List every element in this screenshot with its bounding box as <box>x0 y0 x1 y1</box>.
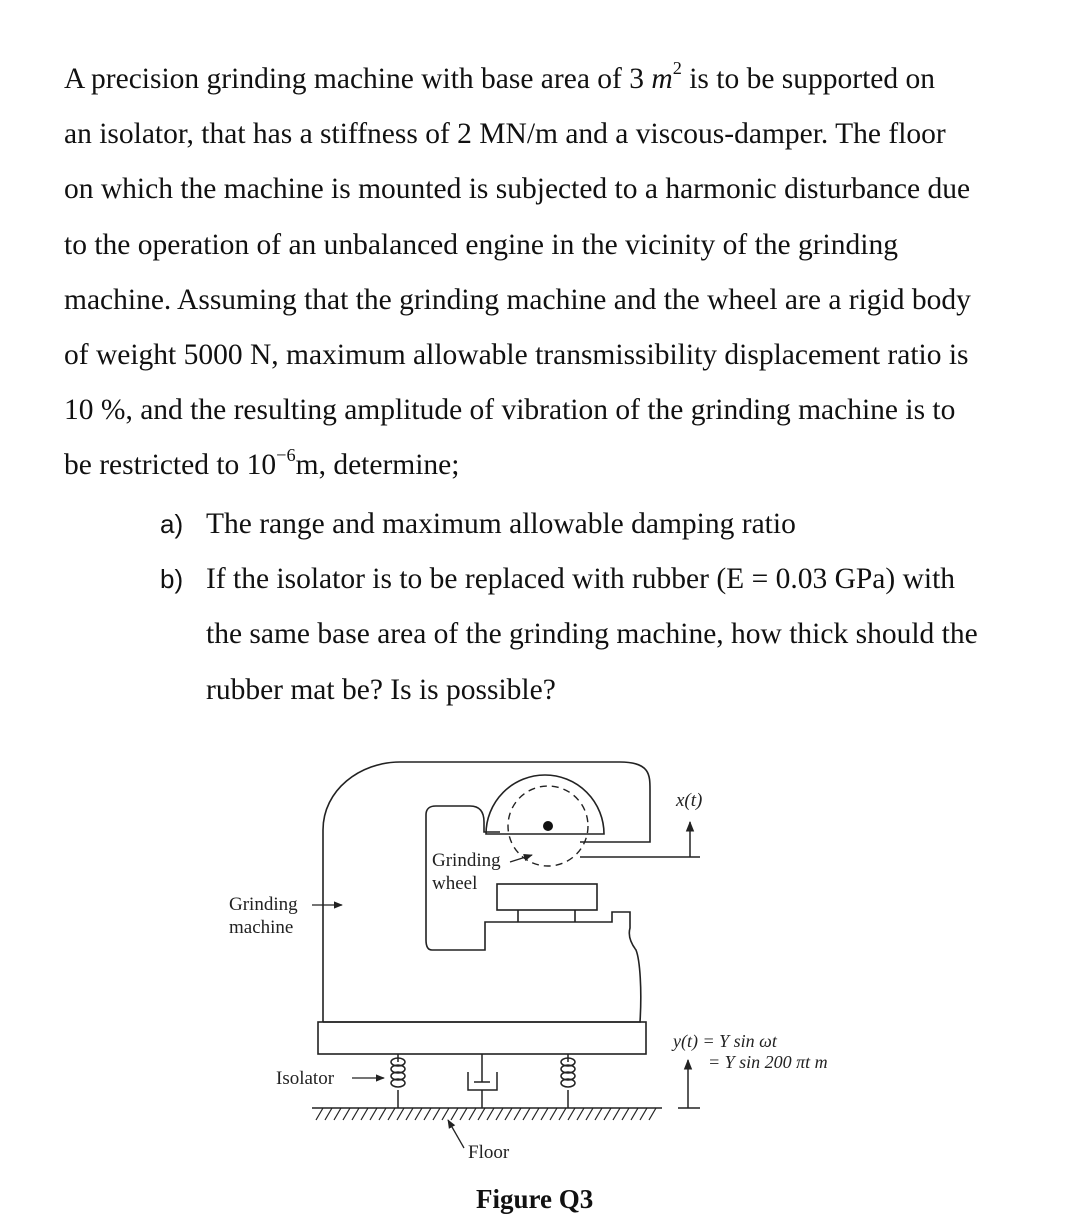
displacement-x-indicator <box>580 822 700 857</box>
question-a-marker: a) <box>160 509 184 539</box>
floor-hatch-mark <box>388 1108 395 1120</box>
statement-line-3: on which the machine is mounted is subjected to a harmonic disturbance due <box>64 173 971 206</box>
label-isolator: Isolator <box>276 1068 335 1089</box>
equation-line-1: y(t) = Y sin ωt <box>673 1031 777 1051</box>
figure-caption: Figure Q3 <box>476 1184 594 1214</box>
floor-hatch-mark <box>514 1108 521 1120</box>
arrow-grinding-wheel <box>510 855 532 862</box>
floor-hatch-mark <box>595 1108 602 1120</box>
floor-hatch-mark <box>415 1108 422 1120</box>
label-grinding-wheel-line-1: Grinding <box>432 850 501 871</box>
floor-hatch-mark <box>433 1108 440 1120</box>
label-grinding-wheel-line-2: wheel <box>432 873 478 894</box>
equation-line-2: = Y sin 200 πt m <box>708 1052 828 1072</box>
damper <box>468 1054 497 1108</box>
floor-hatch-mark <box>505 1108 512 1120</box>
label-xt: x(t) <box>676 790 703 811</box>
floor-hatch-mark <box>649 1108 656 1120</box>
floor-hatch-mark <box>487 1108 494 1120</box>
floor-hatch-mark <box>631 1108 638 1120</box>
floor-hatch-mark <box>559 1108 566 1120</box>
floor-hatch-mark <box>478 1108 485 1120</box>
grinding-machine-body <box>318 762 650 1054</box>
question-a-text: The range and maximum allowable damping ratio <box>206 508 796 540</box>
floor-hatch-mark <box>550 1108 557 1120</box>
floor-hatch-mark <box>568 1108 575 1120</box>
floor-hatch-mark <box>577 1108 584 1120</box>
floor-hatch-mark <box>379 1108 386 1120</box>
floor-hatch-mark <box>343 1108 350 1120</box>
floor-hatch-mark <box>532 1108 539 1120</box>
question-b-line-3: rubber mat be? Is is possible? <box>206 674 556 706</box>
floor-hatch-mark <box>496 1108 503 1120</box>
label-floor: Floor <box>468 1142 510 1163</box>
floor-hatch-mark <box>613 1108 620 1120</box>
floor-hatch-mark <box>586 1108 593 1120</box>
floor-hatch-mark <box>460 1108 467 1120</box>
floor-hatch-mark <box>352 1108 359 1120</box>
question-b-line-1: If the isolator is to be replaced with rubber (E = 0.03 GPa) with <box>206 563 956 595</box>
floor-hatch-mark <box>622 1108 629 1120</box>
grinding-wheel <box>508 786 588 866</box>
statement-line-2: an isolator, that has a stiffness of 2 MN/m and a viscous-damper. The floor <box>64 118 946 151</box>
floor-hatch-mark <box>451 1108 458 1120</box>
floor-hatch-mark <box>334 1108 341 1120</box>
label-grinding-machine-line-2: machine <box>229 917 294 938</box>
floor-hatch-mark <box>442 1108 449 1120</box>
floor-hatch-mark <box>640 1108 647 1120</box>
statement-line-6: of weight 5000 N, maximum allowable transmissibility displacement ratio is <box>64 339 969 372</box>
floor-hatch-mark <box>370 1108 377 1120</box>
floor-hatch-mark <box>523 1108 530 1120</box>
floor-hatch-mark <box>469 1108 476 1120</box>
statement-line-8: be restricted to $10^{-6}m$, determine; <box>64 444 460 482</box>
floor-hatch-mark <box>325 1108 332 1120</box>
spring-right <box>561 1054 575 1108</box>
statement-line-5: machine. Assuming that the grinding machine and the wheel are a rigid body <box>64 283 971 316</box>
floor-hatch-mark <box>604 1108 611 1120</box>
statement-line-1: A precision grinding machine with base area of 3 $m^2$ is to be supported on <box>64 58 936 95</box>
floor-hatch-mark <box>361 1108 368 1120</box>
question-b-marker: b) <box>160 564 184 594</box>
displacement-y-indicator <box>678 1060 700 1108</box>
floor-hatch-mark <box>397 1108 404 1120</box>
arrow-floor <box>448 1120 464 1148</box>
statement-line-7: 10 %, and the resulting amplitude of vibration of the grinding machine is to <box>64 394 956 427</box>
floor-hatch-mark <box>424 1108 431 1120</box>
floor-hatch-mark <box>541 1108 548 1120</box>
floor-hatch-mark <box>316 1108 323 1120</box>
question-b-line-2: the same base area of the grinding machine, how thick should the <box>206 618 978 650</box>
floor-hatch-mark <box>406 1108 413 1120</box>
statement-line-4: to the operation of an unbalanced engine in the vicinity of the grinding <box>64 228 898 261</box>
floor-hatching <box>316 1108 656 1120</box>
spring-left <box>391 1054 405 1108</box>
label-grinding-machine-line-1: Grinding <box>229 894 298 915</box>
